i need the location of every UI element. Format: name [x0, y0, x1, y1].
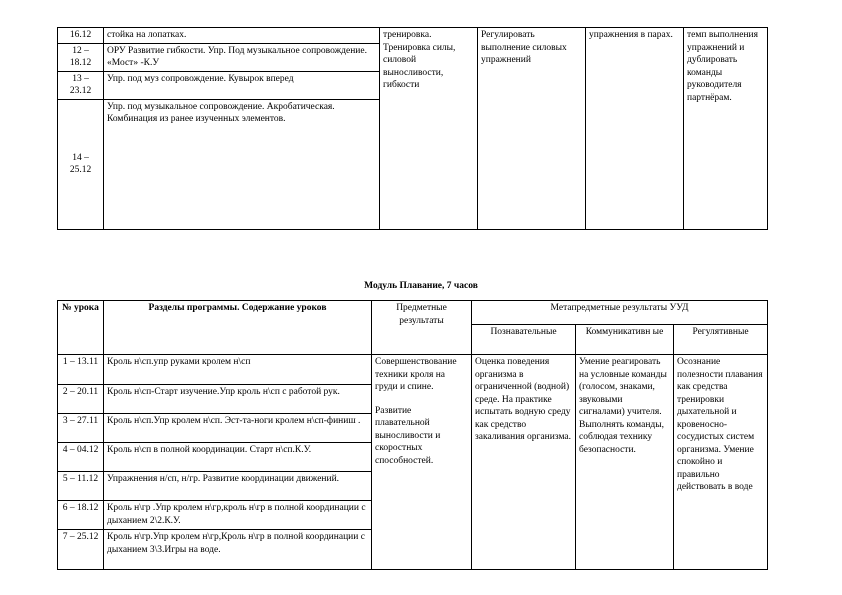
lesson-content: Кроль н\сп.Упр кролем н\сп. Эст-та-ноги кролем н\сп-финиш . — [104, 414, 372, 443]
regulative-results: Осознание полезности плавания как средства тренировки дыхательной и кровеносно-сосудистых систем организма. Умение спокойно и правильно действовать в воде — [674, 355, 768, 570]
header-program-sections: Разделы программы. Содержание уроков — [104, 301, 372, 355]
lesson-content: стойка на лопатках. — [104, 28, 380, 44]
lesson-content: Упр. под музыкальное сопровождение. Акробатическая. Комбинация из ранее изученных элементов. — [104, 99, 380, 229]
lesson-table-swimming — [57, 300, 768, 570]
header-communicative: Коммуникативн ые — [576, 325, 674, 355]
header-meta-results: Метапредметные результаты УУД — [472, 301, 768, 325]
lesson-date: 13 – 23.12 — [58, 71, 104, 99]
table-row — [58, 28, 768, 44]
lesson-number: 2 – 20.11 — [58, 385, 104, 414]
lesson-content: Упр. под муз сопровождение. Кувырок вперед — [104, 71, 380, 99]
lesson-number: 5 – 11.12 — [58, 472, 104, 501]
communicative-results: Умение реагировать на условные команды (голосом, знаками, звуковыми сигналами) учителя. Выполнять команды, соблюдая технику безопасности. — [576, 355, 674, 570]
module-title: Модуль Плавание, 7 часов — [364, 281, 478, 291]
lesson-content: Упражнения н/сп, н/гр. Развитие координации движений. — [104, 472, 372, 501]
regulative-results: темп выполнения упражнений и дублировать команды руководителя партнёрам. — [684, 28, 768, 230]
cognitive-results: Регулировать выполнение силовых упражнений — [478, 28, 586, 230]
lesson-date: 16.12 — [58, 28, 104, 44]
lesson-number: 4 – 04.12 — [58, 443, 104, 472]
lesson-content: Кроль н\сп в полной координации. Старт н\сп.К.У. — [104, 443, 372, 472]
lesson-number: 6 – 18.12 — [58, 501, 104, 530]
communicative-results: упражнения в парах. — [586, 28, 684, 230]
lesson-number: 3 – 27.11 — [58, 414, 104, 443]
header-lesson-number: № урока — [58, 301, 104, 355]
lesson-content: Кроль н\гр.Упр кролем н\гр,Кроль н\гр в полной координации с дыханием 3\3.Игры на воде. — [104, 530, 372, 570]
lesson-table-top — [57, 27, 768, 230]
header-subject-results: Предметные результаты — [372, 301, 472, 355]
lesson-number: 1 – 13.11 — [58, 355, 104, 385]
header-regulative: Регулятивные — [674, 325, 768, 355]
header-row — [58, 301, 768, 325]
subject-results — [372, 355, 472, 570]
lesson-number: 7 – 25.12 — [58, 530, 104, 570]
header-cognitive: Познавательные — [472, 325, 576, 355]
lesson-content: Кроль н\сп.упр руками кролем н\сп — [104, 355, 372, 385]
subject-results-technique: Совершенствование техники кроля на груди и спине. — [375, 357, 457, 393]
table-row — [58, 355, 768, 385]
lesson-date: 12 – 18.12 — [58, 43, 104, 71]
cognitive-results: Оценка поведения организма в ограниченной (водной) среде. На практике испытать водную среду как средство закаливания организма. — [472, 355, 576, 570]
lesson-content: ОРУ Развитие гибкости. Упр. Под музыкальное сопровождение. «Мост» -К.У — [104, 43, 380, 71]
lesson-date: 14 – 25.12 — [58, 99, 104, 229]
lesson-content: Кроль н\сп-Старт изучение.Упр кроль н\сп с работой рук. — [104, 385, 372, 414]
subject-results: тренировка. Тренировка силы, силовой выносливости, гибкости — [380, 28, 478, 230]
lesson-content: Кроль н\гр .Упр кролем н\гр,кроль н\гр в полной координации с дыханием 2\2.К.У. — [104, 501, 372, 530]
subject-results-endurance: Развитие плавательной выносливости и скоростных способностей. — [375, 405, 441, 466]
